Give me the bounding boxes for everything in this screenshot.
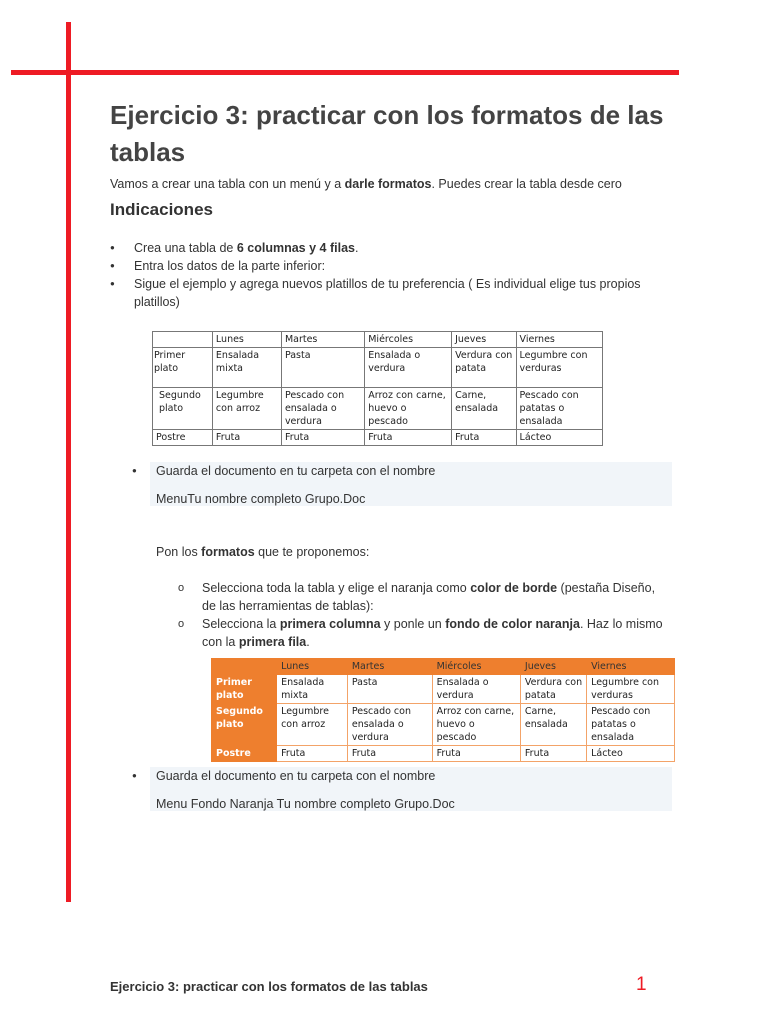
table-cell: Fruta — [212, 430, 281, 446]
margin-rule-horizontal — [11, 70, 679, 75]
table-cell: Fruta — [281, 430, 364, 446]
save-note-2: ● Guarda el documento en tu carpeta con el nombre Menu Fondo Naranja Tu nombre completo Grupo.Doc — [150, 767, 672, 811]
list-item: ● Sigue el ejemplo y agrega nuevos platillos de tu preferencia ( Es individual elige tus propios platillos) — [110, 275, 670, 311]
bullet-icon: ● — [132, 466, 137, 475]
save-note-1: ● Guarda el documento en tu carpeta con el nombre MenuTu nombre completo Grupo.Doc — [150, 462, 672, 506]
table-cell: Arroz con carne, huevo o pescado — [365, 388, 452, 430]
file-name: MenuTu nombre completo Grupo.Doc — [156, 492, 366, 506]
table-row — [153, 388, 603, 430]
table-cell: Primer plato — [212, 675, 277, 704]
table-cell: Ensalada o verdura — [365, 348, 452, 388]
table-cell: Legumbre con arroz — [277, 704, 348, 746]
table-cell: Viernes — [587, 659, 675, 675]
table-row — [153, 332, 603, 348]
table-cell: Martes — [347, 659, 432, 675]
table-row — [212, 659, 675, 675]
table-cell: Lácteo — [516, 430, 602, 446]
table-cell: Ensalada mixta — [212, 348, 281, 388]
table-cell: Martes — [281, 332, 364, 348]
table-cell — [153, 332, 213, 348]
table-cell: Postre — [153, 430, 213, 446]
table-cell: Arroz con carne, huevo o pescado — [432, 704, 520, 746]
table-cell: Primer plato — [153, 348, 213, 388]
margin-rule-vertical — [66, 22, 71, 902]
table-cell: Legumbre con verduras — [516, 348, 602, 388]
table-cell: Pescado con patatas o ensalada — [587, 704, 675, 746]
page-footer: Ejercicio 3: practicar con los formatos de las tablas — [110, 979, 428, 994]
table-cell: Lunes — [212, 332, 281, 348]
table-cell: Legumbre con arroz — [212, 388, 281, 430]
table-row — [153, 430, 603, 446]
table-cell: Postre — [212, 746, 277, 762]
formats-list — [178, 579, 668, 651]
table-cell: Legumbre con verduras — [587, 675, 675, 704]
table-cell: Fruta — [365, 430, 452, 446]
table-cell: Ensalada o verdura — [432, 675, 520, 704]
menu-table-plain — [152, 331, 603, 446]
table-cell: Lunes — [277, 659, 348, 675]
page-title: Ejercicio 3: practicar con los formatos de las tablas — [110, 100, 664, 167]
table-cell: Fruta — [277, 746, 348, 762]
file-name: Menu Fondo Naranja Tu nombre completo Grupo.Doc — [156, 797, 455, 811]
table-cell: Miércoles — [365, 332, 452, 348]
table-row — [212, 746, 675, 762]
bullet-icon: ● — [132, 771, 137, 780]
list-item: o Selecciona toda la tabla y elige el naranja como color de borde (pestaña Diseño, de las herramientas de tablas): — [178, 579, 668, 615]
table-cell: Pescado con ensalada o verdura — [281, 388, 364, 430]
list-item: o Selecciona la primera columna y ponle un fondo de color naranja. Haz lo mismo con la primera fila. — [178, 615, 668, 651]
table-cell: Carne, ensalada — [520, 704, 586, 746]
table-cell: Carne, ensalada — [452, 388, 516, 430]
table-cell: Ensalada mixta — [277, 675, 348, 704]
instructions-list — [110, 239, 670, 311]
table-cell: Fruta — [347, 746, 432, 762]
table-cell: Jueves — [520, 659, 586, 675]
table-cell: Verdura con patata — [452, 348, 516, 388]
table-cell: Fruta — [520, 746, 586, 762]
table-cell: Viernes — [516, 332, 602, 348]
menu-table-orange — [211, 658, 675, 762]
table-row — [153, 348, 603, 388]
table-cell: Verdura con patata — [520, 675, 586, 704]
table-cell: Pescado con patatas o ensalada — [516, 388, 602, 430]
table-cell: Fruta — [452, 430, 516, 446]
section-heading: Indicaciones — [110, 200, 213, 219]
formats-intro: Pon los formatos que te proponemos: — [156, 545, 370, 559]
table-cell: Pasta — [347, 675, 432, 704]
table-cell: Pescado con ensalada o verdura — [347, 704, 432, 746]
list-item: ● Crea una tabla de 6 columnas y 4 filas. — [110, 239, 670, 257]
table-cell: Segundo plato — [212, 704, 277, 746]
table-cell: Pasta — [281, 348, 364, 388]
intro-paragraph: Vamos a crear una tabla con un menú y a darle formatos. Puedes crear la tabla desde cero — [110, 177, 622, 191]
table-cell: Segundo plato — [153, 388, 213, 430]
page-number: 1 — [636, 974, 647, 995]
table-row — [212, 675, 675, 704]
table-cell: Fruta — [432, 746, 520, 762]
table-cell: Lácteo — [587, 746, 675, 762]
table-cell — [212, 659, 277, 675]
list-item: ● Entra los datos de la parte inferior: — [110, 257, 670, 275]
table-cell: Jueves — [452, 332, 516, 348]
table-cell: Miércoles — [432, 659, 520, 675]
table-row — [212, 704, 675, 746]
